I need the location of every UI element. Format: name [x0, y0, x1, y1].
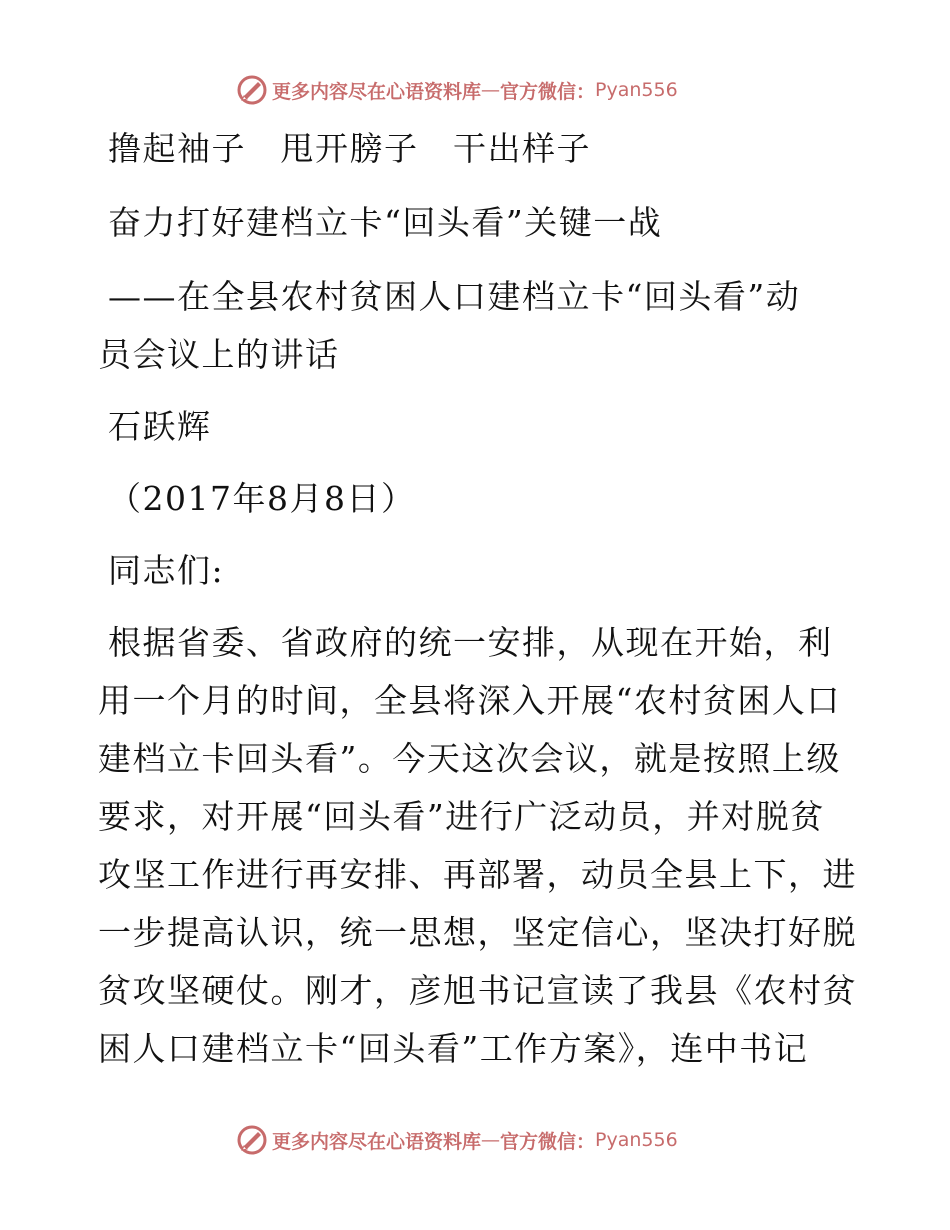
watermark-wechat-id: Pyan556: [595, 79, 678, 101]
paragraph-line: 用一个月的时间，全县将深入开展“农村贫困人口: [98, 681, 841, 720]
paragraph-line: 要求，对开展“回头看”进行广泛动员，并对脱贫: [98, 797, 825, 836]
watermark-separator: —: [481, 79, 501, 101]
paragraph-line: 一步提高认识，统一思想，坚定信心，坚决打好脱: [98, 913, 857, 952]
paragraph-line: 攻坚工作进行再安排、再部署，动员全县上下，进: [98, 855, 857, 894]
watermark-separator: —: [481, 1129, 501, 1151]
document-body: [98, 120, 858, 1078]
watermark-text: 更多内容尽在心语资料库: [272, 80, 482, 103]
watermark-wechat-label: 官方微信：: [500, 1130, 596, 1153]
pen-logo-icon: [236, 74, 268, 106]
paragraph-line: 贫攻坚硬仗。刚才，彦旭书记宣读了我县《农村贫: [98, 971, 857, 1010]
pen-logo-icon: [236, 1124, 268, 1156]
watermark-wechat-id: Pyan556: [595, 1129, 678, 1151]
subtitle-line-1: ——在全县农村贫困人口建档立卡“回头看”动: [108, 277, 801, 316]
paragraph-line: 建档立卡回头看”。今天这次会议，就是按照上级: [98, 739, 841, 778]
title-line-1: 撸起袖子 甩开膀子 干出样子: [108, 129, 591, 168]
title-line-2: 奋力打好建档立卡“回头看”关键一战: [108, 203, 663, 242]
watermark-wechat-label: 官方微信：: [500, 80, 596, 103]
footer-watermark: [236, 1123, 678, 1157]
watermark-text: 更多内容尽在心语资料库: [272, 1130, 482, 1153]
salutation: 同志们:: [108, 551, 225, 590]
paragraph-line: 困人口建档立卡“回头看”工作方案》，连中书记: [98, 1029, 809, 1068]
header-watermark: [236, 73, 678, 107]
author-name: 石跃辉: [108, 407, 212, 446]
subtitle-line-2: 员会议上的讲话: [98, 335, 340, 374]
paragraph-line: 根据省委、省政府的统一安排，从现在开始，利: [108, 623, 833, 662]
speech-date: （2017年8月8日）: [108, 479, 416, 518]
body-paragraph: [98, 614, 858, 1078]
